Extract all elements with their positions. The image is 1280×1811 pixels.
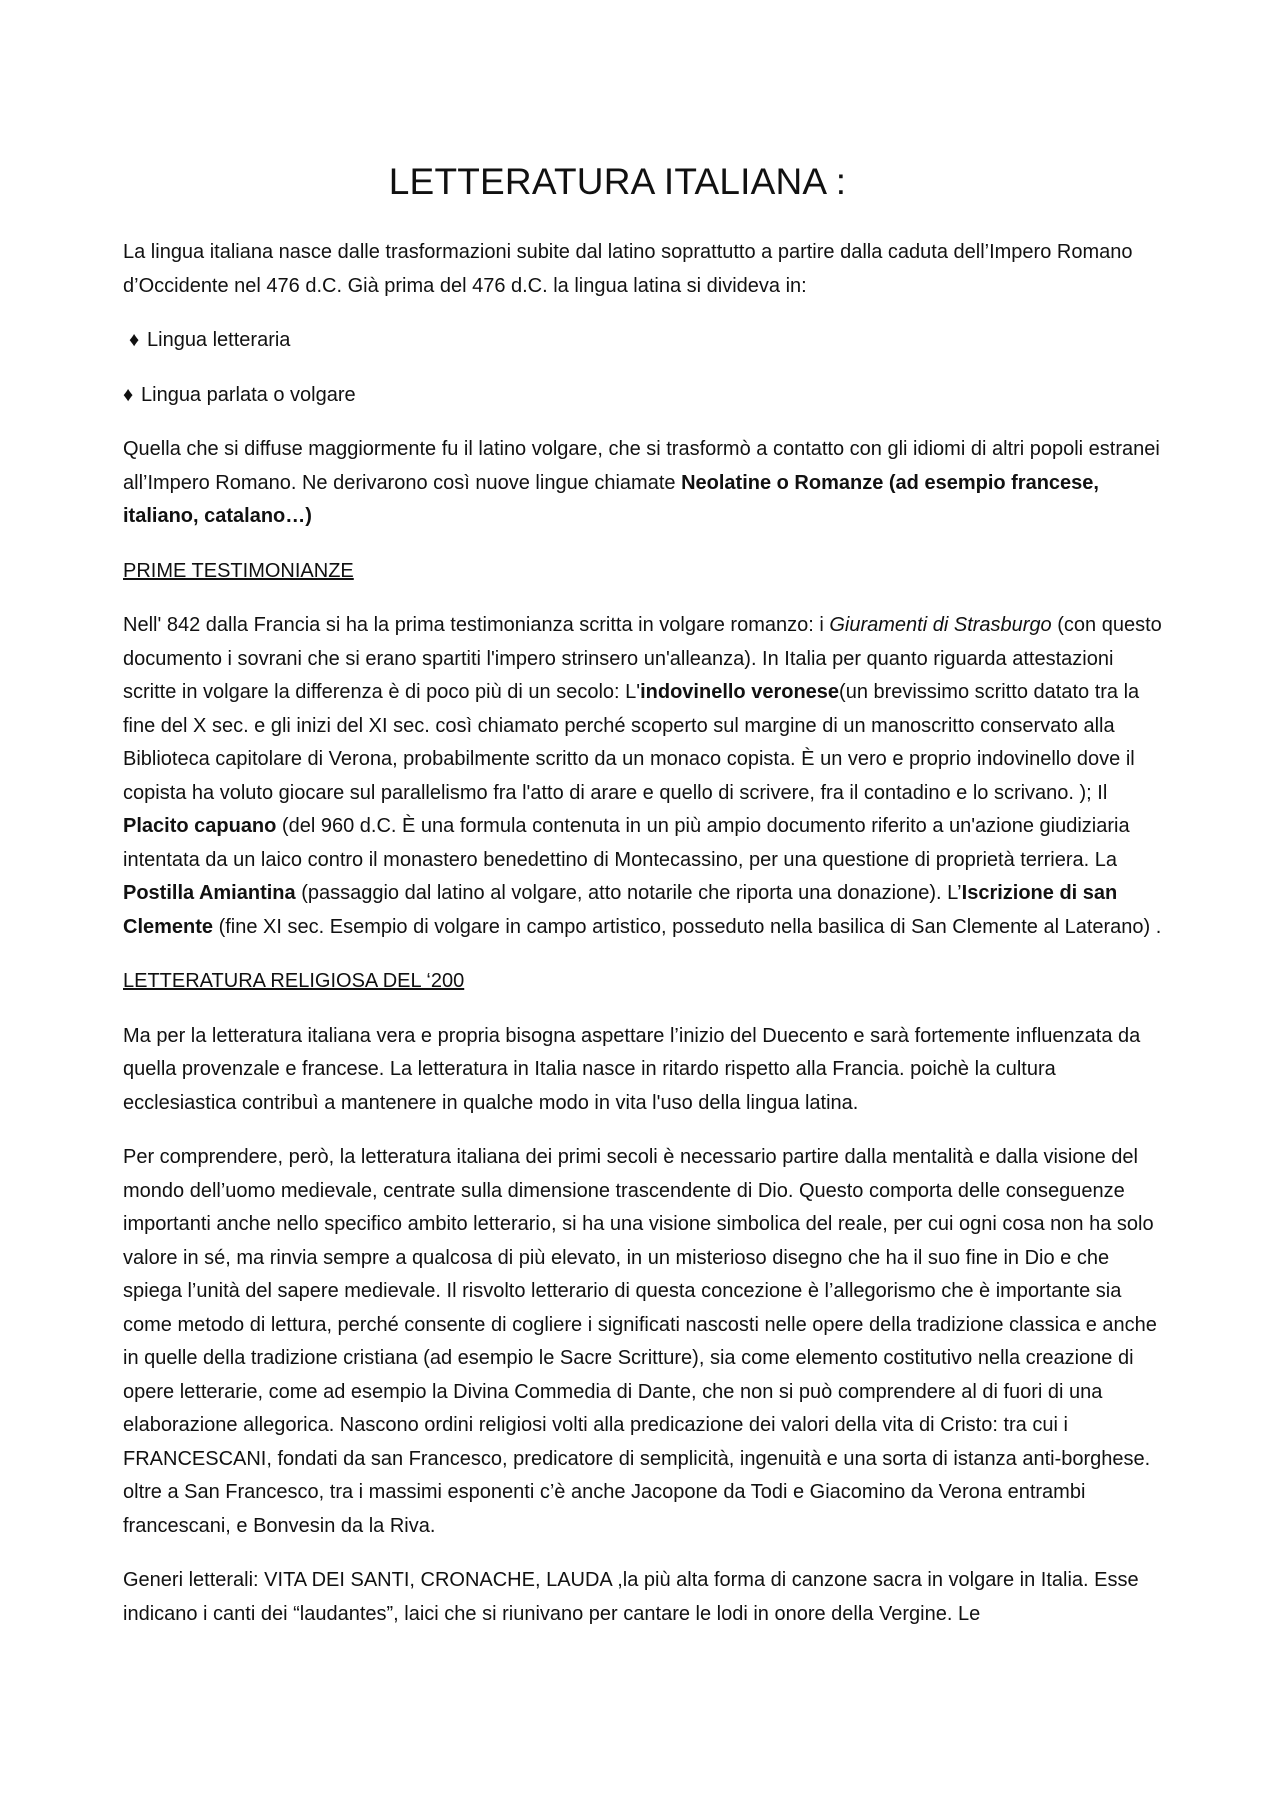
page-title: LETTERATURA ITALIANA :: [388, 161, 847, 202]
italic-text: Giuramenti di Strasburgo: [829, 614, 1052, 636]
text-run: (passaggio dal latino al volgare, atto notarile che riporta una donazione). L’: [295, 882, 962, 904]
text-run: Nell' 842 dalla Francia si ha la prima testimonianza scritta in volgare romanzo: i: [123, 614, 830, 636]
paragraph-testimonianze: [123, 609, 1168, 944]
text-run: (fine XI sec. Esempio di volgare in campo artistico, posseduto nella basilica di San Clemente al Laterano) .: [213, 915, 1162, 938]
bullet-diamond-icon: ♦: [123, 383, 134, 406]
bullet-lingua-parlata: [123, 379, 1168, 413]
text-run: (del 960 d.C. È una formula contenuta in un più ampio documento riferito a un'azione giudiziaria intentata da un laico contro il monastero benedettino di Montecassino, per una questione di proprietà terriera. La: [123, 815, 1130, 871]
paragraph-intro: [123, 236, 1168, 303]
text-run: Lingua parlata o volgare: [141, 383, 356, 406]
paragraph-mentalita-medievale: [123, 1141, 1168, 1543]
bold-text: Iscrizione di san Clemente: [123, 882, 1118, 938]
bold-text: Neolatine o Romanze (ad esempio francese, italiano, catalano…): [123, 471, 1099, 527]
paragraph-duecento: [123, 1020, 1168, 1121]
bold-text: Placito capuano: [123, 815, 277, 837]
heading-prime-testimonianze: [123, 555, 1168, 589]
document-body: [123, 236, 1168, 1652]
text-run: (un brevissimo scritto datato tra la fine del X sec. e gli inizi del XI sec. così chiamato perché scoperto sul margine di un manoscritto conservato alla Biblioteca capitolare di Verona, probabilmente scritto da un monaco copista. È un vero e proprio indovinello dove il copista ha voluto giocare sul parallelismo fra l'atto di arare e quello di scrivere, fra il contadino e lo scrivano. ); Il: [123, 681, 1140, 804]
bold-text: Postilla Amiantina: [123, 882, 296, 904]
text-run: Quella che si diffuse maggiormente fu il latino volgare, che si trasformò a contatto con gli idiomi di altri popoli estranei all’Impero Romano. Ne derivarono così nuove lingue chiamate: [123, 438, 1160, 494]
text-run: PRIME TESTIMONIANZE: [123, 559, 354, 582]
bold-text: indovinello veronese: [640, 681, 840, 703]
bullet-diamond-icon: ♦: [129, 329, 140, 351]
text-run: (con questo documento i sovrani che si erano spartiti l'impero strinsero un'alleanza). In Italia per quanto riguarda attestazioni scritte in volgare la differenza è di poco più di un secolo: L': [123, 614, 1162, 703]
text-run: Generi letterali: VITA DEI SANTI, CRONACHE, LAUDA ,la più alta forma di canzone sacra in volgare in Italia. Esse indicano i canti dei “laudantes”, laici che si riunivano per cantare le lodi in onore della Vergine. Le: [123, 1569, 1139, 1625]
paragraph-generi-letterali: [123, 1564, 1168, 1631]
heading-letteratura-religiosa: [123, 965, 1168, 999]
text-run: Ma per la letteratura italiana vera e propria bisogna aspettare l’inizio del Duecento e sarà fortemente influenzata da quella provenzale e francese. La letteratura in Italia nasce in ritardo rispetto alla Francia. poichè la cultura ecclesiastica contribuì a mantenere in qualche modo in vita l'uso della lingua latina.: [123, 1024, 1141, 1114]
paragraph-latino-volgare: [123, 433, 1168, 534]
text-run: La lingua italiana nasce dalle trasformazioni subite dal latino soprattutto a partire dalla caduta dell’Impero Romano d’Occidente nel 476 d.C. Già prima del 476 d.C. la lingua latina si divideva in:: [123, 241, 1133, 297]
text-run: Lingua letteraria: [147, 329, 291, 351]
text-run: LETTERATURA RELIGIOSA DEL ‘200: [123, 970, 465, 992]
text-run: Per comprendere, però, la letteratura italiana dei primi secoli è necessario partire dalla mentalità e dalla visione del mondo dell’uomo medievale, centrate sulla dimensione trascendente di Dio. Questo comporta delle conseguenze importanti anche nello specifico ambito letterario, si ha una visione simbolica del reale, per cui ogni cosa non ha solo valore in sé, ma rinvia sempre a qualcosa di più elevato, in un misterioso disegno che ha il suo fine in Dio e che spiega l’unità del sapere medievale. Il risvolto letterario di questa concezione è l’allegorismo che è importante sia come metodo di lettura, perché consente di cogliere i significati nascosti nelle opere della tradizione classica e anche in quelle della tradizione cristiana (ad esempio le Sacre Scritture), sia come elemento costitutivo nella creazione di opere letterarie, come ad esempio la Divina Commedia di Dante, che non si può comprendere al di fuori di una elaborazione allegorica. Nascono ordini religiosi volti alla predicazione dei valori della vita di Cristo: tra cui i FRANCESCANI, fondati da san Francesco, predicatore di semplicità, ingenuità e una sorta di istanza anti-borghese. oltre a San Francesco, tra i massimi esponenti c’è anche Jacopone da Todi e Giacomino da Verona entrambi francescani, e Bonvesin da la Riva.: [123, 1146, 1157, 1537]
bullet-lingua-letteraria: [123, 324, 1168, 358]
